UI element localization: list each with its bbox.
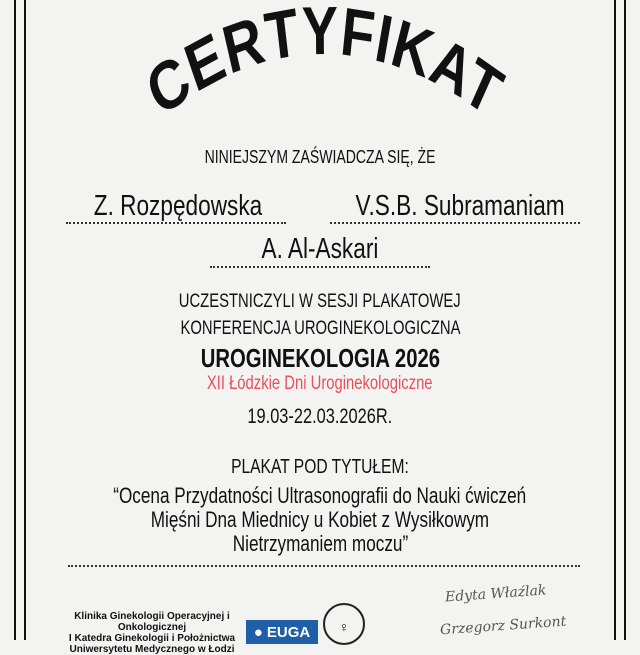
author-1: Z. Rozpędowska <box>93 190 262 222</box>
conference-subtitle: XII Łódzkie Dni Uroginekologiczne <box>207 373 433 394</box>
title-text: CERTYFIKAT <box>136 0 513 132</box>
author-1-underline <box>66 222 286 224</box>
signature-2: Grzegorz Surkont <box>439 613 567 639</box>
author-2: V.S.B. Subramaniam <box>355 190 565 222</box>
euga-logo: ● EUGA <box>246 620 318 644</box>
poster-title-line-3: Nietrzymaniem moczu” <box>232 531 408 556</box>
author-3-underline <box>210 266 430 268</box>
conference-name: UROGINEKOLOGIA 2026 <box>200 343 440 373</box>
intro-text: NINIEJSZYM ZAŚWIADCZA SIĘ, ŻE <box>204 147 436 167</box>
seal-figure-icon: ♀ <box>338 619 350 635</box>
participation-text: UCZESTNICZYLI W SESJI PLAKATOWEJ <box>179 291 461 312</box>
institution-name: Klinika Ginekologii Operacyjnej i Onkologicznej I Katedra Ginekologii i Położnictwa Uniwersytetu Medycznego w Łodzi <box>68 611 236 655</box>
author-3: A. Al-Askari <box>261 233 379 265</box>
signature-1: Edyta Właźlak <box>444 582 547 606</box>
conference-dates: 19.03-22.03.2026R. <box>247 405 393 428</box>
conference-label: KONFERENCJA UROGINEKOLOGICZNA <box>180 318 460 339</box>
poster-underline <box>68 565 580 567</box>
euga-leaf-icon: ● <box>253 623 263 641</box>
poster-title-line-2: Mięśni Dna Miednicy u Kobiet z Wysiłkowym <box>150 507 490 532</box>
svg-text:CERTYFIKAT <box>137 0 513 131</box>
poster-title-line-1: “Ocena Przydatności Ultrasonografii do Nauki ćwiczeń <box>113 483 527 508</box>
uroginecology-center-seal <box>323 603 365 645</box>
author-2-underline <box>330 222 580 224</box>
poster-label: PLAKAT POD TYTUŁEM: <box>231 456 409 478</box>
certificate-title <box>0 0 640 140</box>
